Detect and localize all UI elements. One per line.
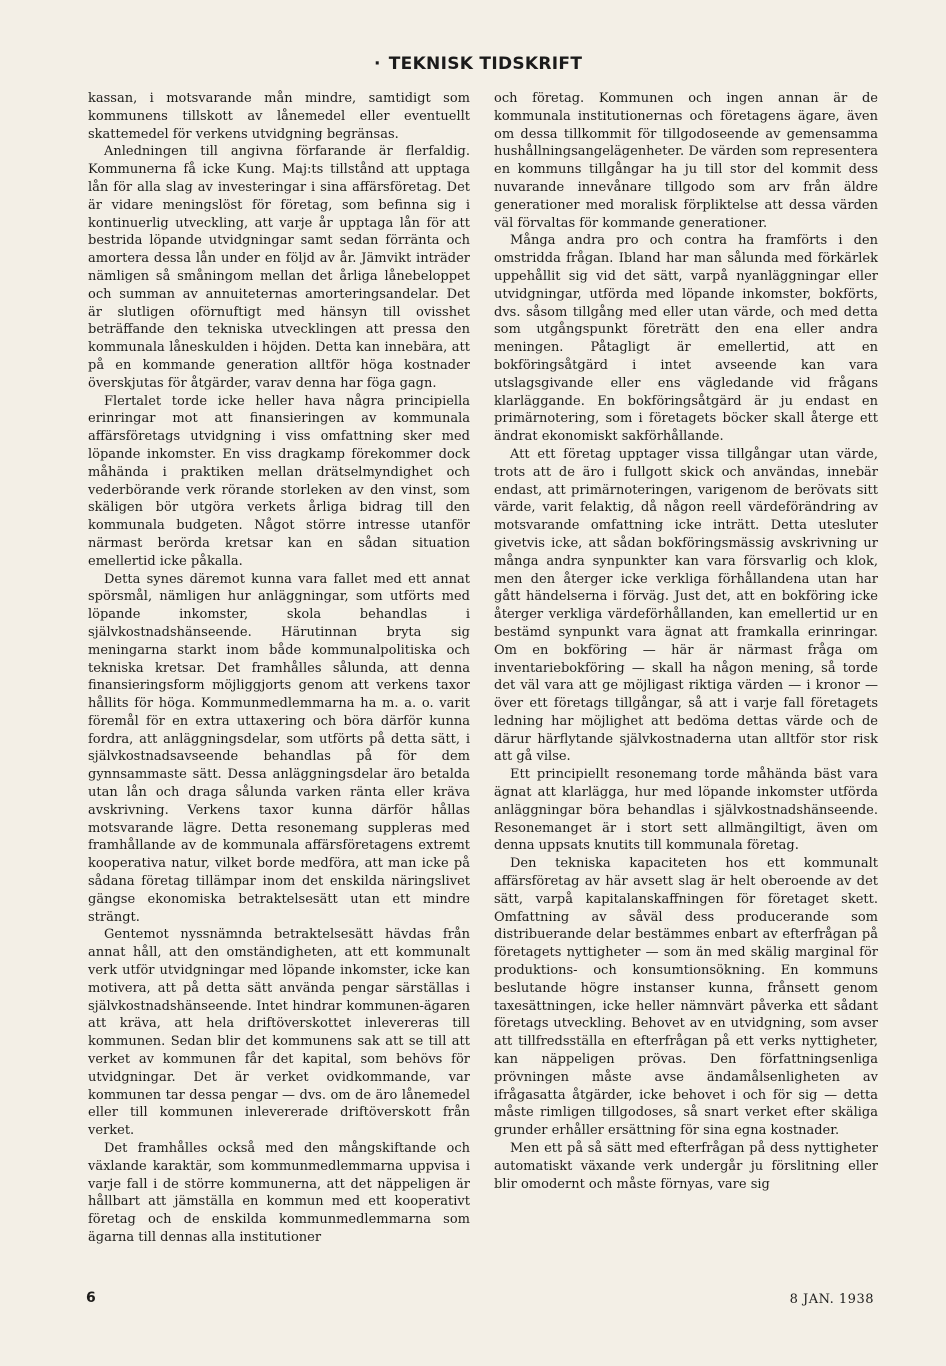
right-column: [494, 90, 878, 1193]
page-header: [374, 54, 582, 74]
paragraph: Ett principiellt resonemang torde måhända bäst vara ägnat att klarlägga, hur med löpande inkomster utförda anläggningar böra behandlas i självkostnadshänseende. Resonemanget är i stort sett allmängiltigt, även om denna uppsats knutits till kommunala företag.: [494, 767, 878, 854]
paragraph: Gentemot nyssnämnda betraktelsesätt hävdas från annat håll, att den omständigheten, att ett kommunalt verk utför utvidgningar med löpande inkomster, icke kan motivera, att på detta sätt använda pengar särställas i självkostnadshänseende. Intet hindrar kommunen-ägaren att kräva, att hela driftöverskottet inlevereras till kommunen. Sedan blir det kommunens sak att se till att verket av kommunen får det kapital, som behövs för utvidgningar. Det är verket ovidkommande, var kommunen tar dessa pengar — dvs. om de äro lånemedel eller till kommunen inlevererade driftöverskott från verket.: [88, 927, 470, 1139]
paragraph: och företag. Kommunen och ingen annan är de kommunala institutionernas och företagens ägare, även om dessa tillkommit för tillgodoseende av gemensamma hushållningsangelägenheter. De värden som representera en kommuns tillgångar ha ju till stor del kommit dess nuvarande innevånare tillgodo som arv från äldre generationer med moralisk förpliktelse att dessa värden väl förvaltas för kommande generationer.: [494, 91, 878, 231]
paragraph: Många andra pro och contra ha framförts i den omstridda frågan. Ibland har man sålunda med förkärlek uppehållit sig vid det sätt, varpå nyanläggningar eller utvidgningar, utförda med löpande inkomster, bokförts, dvs. såsom tillgång med eller utan värde, och med detta som utgångspunkt företrätt den ena eller andra meningen. Påtagligt är emellertid, att en bokföringsåtgärd i intet avseende kan vara utslagsgivande eller ens vägledande vid frågans klarläggande. En bokföringsåtgärd är ju endast en primärnotering, som i företagets böcker skall återge ett ändrat ekonomiskt sakförhållande.: [494, 233, 878, 445]
paragraph: Detta synes däremot kunna vara fallet med ett annat spörsmål, nämligen hur anläggningar, som utförts med löpande inkomster, skola behandlas i självkostnadshänseende. Härutinnan bryta sig meningarna starkt inom både kommunalpolitiska och tekniska kretsar. Det framhålles sålunda, att denna finansieringsform möjliggjorts genom att verkens taxor hållits för höga. Kommunmedlemmarna ha m. a. o. varit föremål för en extra uttaxering och böra därför kunna fordra, att anläggningsdelar, som utförts på detta sätt, i självkostnadsavseende behandlas på för dem gynnsammaste sätt. Dessa anläggningsdelar äro betalda utan lån och draga sålunda varken ränta eller kräva avskrivning. Verkens taxor kunna därför hållas motsvarande lägre. Detta resonemang suppleras med framhållande av de kommunala affärsföretagens extremt kooperativa natur, vilket borde medföra, att man icke på sådana företag tillämpar inom det enskilda näringslivet gängse ekonomiska betraktelsesätt utan ett mindre strängt.: [88, 571, 470, 925]
paragraph: Anledningen till angivna förfarande är flerfaldig. Kommunerna få icke Kung. Maj:ts tillstånd att upptaga lån för alla slag av investeringar i sina affärsföretag. Det är vidare meningslöst för företag, som befinna sig i kontinuerlig utveckling, att varje år upptaga lån för att bestrida löpande utvidgningar samt sedan förränta och amortera dessa lån under en följd av år. Jämvikt inträder nämligen så småningom mellan det årliga lånebeloppet och summan av annuiteternas amorteringsandelar. Det är slutligen oförnuftigt med hänsyn till ovisshet beträffande den tekniska utvecklingen att pressa den kommunala låneskulden i höjden. Detta kan innebära, att på en kommande generation alltför höga kostnader överskjutas för åtgärder, varav denna har föga gagn.: [88, 144, 470, 391]
journal-title: TEKNISK TIDSKRIFT: [388, 54, 583, 74]
issue-date: 8 JAN. 1938: [789, 1292, 874, 1307]
header-bullet: ·: [374, 54, 381, 74]
paragraph: Flertalet torde icke heller hava några principiella erinringar mot att finansieringen av kommunala affärsföretags utvidgning i viss omfattning sker med löpande inkomster. En viss dragkamp förekommer dock måhända i praktiken mellan drätselmyndighet och vederbörande verk rörande storleken av den vinst, som skäligen bör utgöra verkets årliga bidrag till den kommunala budgeten. Något större intresse utanför närmast berörda kretsar kan en sådan situation emellertid icke påkalla.: [88, 393, 470, 569]
paragraph: Men ett på så sätt med efterfrågan på dess nyttigheter automatiskt växande verk undergår ju förslitning eller blir omodernt och måste förnyas, vare sig: [494, 1141, 878, 1192]
page-number: 6: [86, 1290, 96, 1306]
paragraph: Den tekniska kapaciteten hos ett kommunalt affärsföretag av här avsett slag är helt oberoende av det sätt, varpå kapitalanskaffningen för företaget skett. Omfattning av såväl dess producerande som distribuerande delar bestämmes enbart av efterfrågan på företagets nyttigheter — som än med skälig marginal för produktions- och konsumtionsökning. En kommuns beslutande högre instanser kunna, frånsett genom taxesättningen, icke heller nämnvärt påverka ett sådant företags utveckling. Behovet av en utvidgning, som avser att tillfredsställa en efterfrågan på ett verks nyttigheter, kan näppeligen prövas. Den författningsenliga prövningen måste avse ändamålsenligheten av ifrågasatta åtgärder, icke behovet i och för sig — detta måste rimligen tillgodoses, så snart verket efter skäliga grunder erhåller ersättning för sina egna kostnader.: [494, 856, 878, 1139]
paragraph: kassan, i motsvarande mån mindre, samtidigt som kommunens tillskott av lånemedel eller eventuellt skattemedel för verkens utvidgning begränsas.: [88, 91, 470, 142]
left-column: [88, 90, 470, 1247]
paragraph: Att ett företag upptager vissa tillgångar utan värde, trots att de äro i fullgott skick och användas, innebär endast, att primärnoteringen, varigenom de berövats sitt värde, varit felaktig, då någon reell värdeförändring av motsvarande omfattning icke inträtt. Detta utesluter givetvis icke, att sådan bokföringsmässig avskrivning ur många andra synpunkter kan vara försvarlig och klok, men den återger icke verkliga förhållandena utan har gått händelserna i förväg. Just det, att en bokföring icke återger verkliga värdeförhållanden, kan emellertid ur en bestämd synpunkt vara ägnat att framkalla erinringar. Om en bokföring — här är närmast fråga om inventariebokföring — skall ha någon mening, så torde det väl vara att ge möjligast riktiga värden — i kronor — över ett företags tillgångar, så att i varje fall företagets ledning har möjlighet att bedöma dettas värde och de därur härflytande självkostnaderna utan alltför stor risk att gå vilse.: [494, 446, 878, 765]
paragraph: Det framhålles också med den mångskiftande och växlande karaktär, som kommunmedlemmarna uppvisa i varje fall i de större kommunerna, att det näppeligen är hållbart att jämställa en kommun med ett kooperativt företag och de enskilda kommunmedlemmarna som ägarna till dennas alla institutioner: [88, 1141, 470, 1245]
